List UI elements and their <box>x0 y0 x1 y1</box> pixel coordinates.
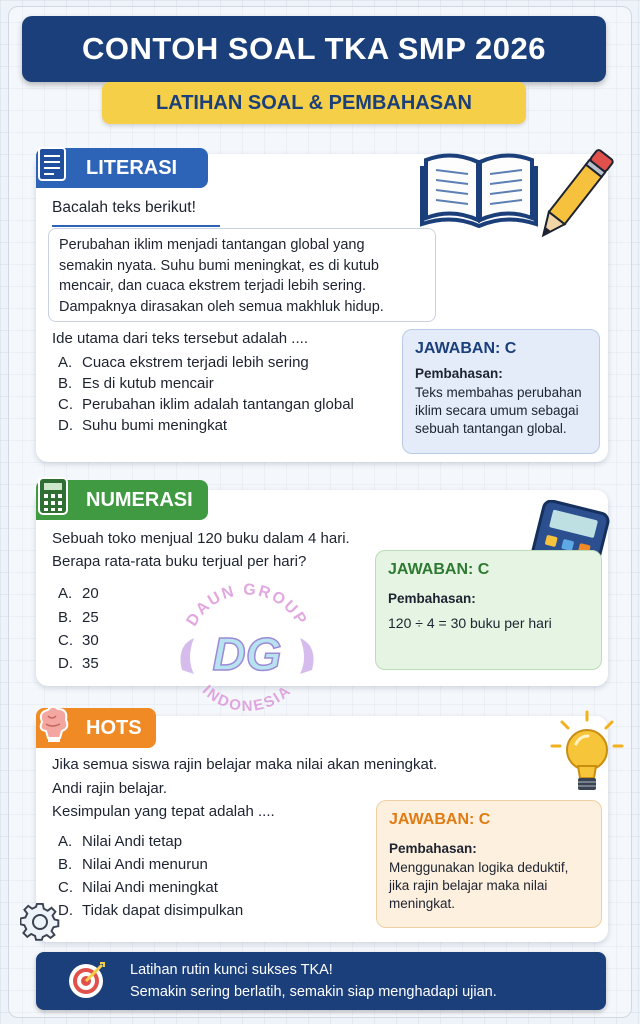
hots-option-c[interactable]: C. Nilai Andi meningkat <box>58 879 218 896</box>
watermark-logo <box>172 580 322 720</box>
literasi-explanation-label: Pembahasan: <box>415 366 503 381</box>
page-subtitle: LATIHAN SOAL & PEMBAHASAN <box>156 91 472 114</box>
numerasi-explanation: 120 ÷ 4 = 30 buku per hari <box>388 615 552 631</box>
watermark-top-text: DAUN GROUP <box>183 581 311 630</box>
literasi-label: LITERASI <box>86 156 178 179</box>
passage-line: mencair, dan cuaca ekstrem terjadi lebih sering. <box>59 278 367 294</box>
svg-text:INDONESIA <box>199 682 295 715</box>
numerasi-explanation-label: Pembahasan: <box>388 591 476 606</box>
hots-tag <box>36 708 156 748</box>
numerasi-answer: JAWABAN: C <box>388 561 490 578</box>
calculator-small-icon <box>34 474 72 518</box>
gear-icon <box>20 902 60 942</box>
lightbulb-icon <box>548 708 626 800</box>
footer-line-1: Latihan rutin kunci sukses TKA! <box>130 962 333 978</box>
hots-option-d[interactable]: D. Tidak dapat disimpulkan <box>58 902 244 919</box>
literasi-passage <box>48 228 436 322</box>
literasi-answer: JAWABAN: C <box>415 340 517 357</box>
literasi-option-c[interactable]: C. Perubahan iklim adalah tantangan global <box>58 396 354 413</box>
page-title: CONTOH SOAL TKA SMP 2026 <box>82 31 546 66</box>
literasi-option-a[interactable]: A. Cuaca ekstrem terjadi lebih sering <box>58 354 309 371</box>
literasi-answer-box <box>402 329 600 454</box>
numerasi-tag <box>36 480 208 520</box>
hots-explanation: Menggunakan logika deduktif, jika rajin belajar maka nilai meningkat. <box>389 860 569 911</box>
literasi-explanation: Teks membahas perubahan iklim secara umum sebagai sebuah tantangan global. <box>415 385 582 436</box>
hots-question-line-2: Andi rajin belajar. <box>52 780 168 797</box>
svg-text:DAUN GROUP <box>184 581 311 629</box>
pencil-icon <box>534 142 614 250</box>
numerasi-answer-box <box>375 550 602 670</box>
numerasi-option-c[interactable]: C. 30 <box>58 632 99 649</box>
hots-option-a[interactable]: A. Nilai Andi tetap <box>58 833 183 850</box>
literasi-instruction: Bacalah teks berikut! <box>52 199 196 216</box>
numerasi-label: NUMERASI <box>86 488 193 511</box>
hots-label: HOTS <box>86 716 142 739</box>
literasi-option-b[interactable]: B. Es di kutub mencair <box>58 375 214 392</box>
passage-line: Dampaknya dirasakan oleh semua makhluk hidup. <box>59 298 384 315</box>
hots-option-b[interactable]: B. Nilai Andi menurun <box>58 856 208 873</box>
hots-answer-box <box>376 800 602 928</box>
literasi-tag <box>36 148 208 188</box>
hots-question-line-3: Kesimpulan yang tepat adalah .... <box>52 803 275 820</box>
numerasi-option-b[interactable]: B. 25 <box>58 609 99 626</box>
instruction-underline <box>52 225 220 227</box>
watermark-bottom-text: INDONESIA <box>198 681 296 716</box>
footer-line-2: Semakin sering berlatih, semakin siap menghadapi ujian. <box>130 984 497 1000</box>
literasi-option-d[interactable]: D. Suhu bumi meningkat <box>58 417 228 434</box>
literasi-question: Ide utama dari teks tersebut adalah .... <box>52 330 308 347</box>
watermark-logo-text: DG <box>212 628 282 680</box>
passage-line: Perubahan iklim menjadi tantangan global yang <box>59 237 365 253</box>
footer-banner <box>36 952 606 1010</box>
hots-answer: JAWABAN: C <box>389 811 491 828</box>
title-banner <box>22 16 606 82</box>
numerasi-option-d[interactable]: D. 35 <box>58 655 99 672</box>
subtitle-banner <box>102 82 526 124</box>
passage-line: semakin nyata. Suhu bumi meningkat, es di kutub <box>59 257 379 274</box>
document-icon <box>34 142 72 186</box>
open-book-icon <box>420 146 538 228</box>
target-icon <box>66 961 106 1001</box>
numerasi-question-line-1: Sebuah toko menjual 120 buku dalam 4 hari. <box>52 530 350 547</box>
brain-icon <box>34 702 72 746</box>
hots-explanation-label: Pembahasan: <box>389 841 477 856</box>
numerasi-option-a[interactable]: A. 20 <box>58 585 99 602</box>
hots-question-line-1: Jika semua siswa rajin belajar maka nilai akan meningkat. <box>52 756 438 773</box>
numerasi-question-line-2: Berapa rata-rata buku terjual per hari? <box>52 553 307 570</box>
